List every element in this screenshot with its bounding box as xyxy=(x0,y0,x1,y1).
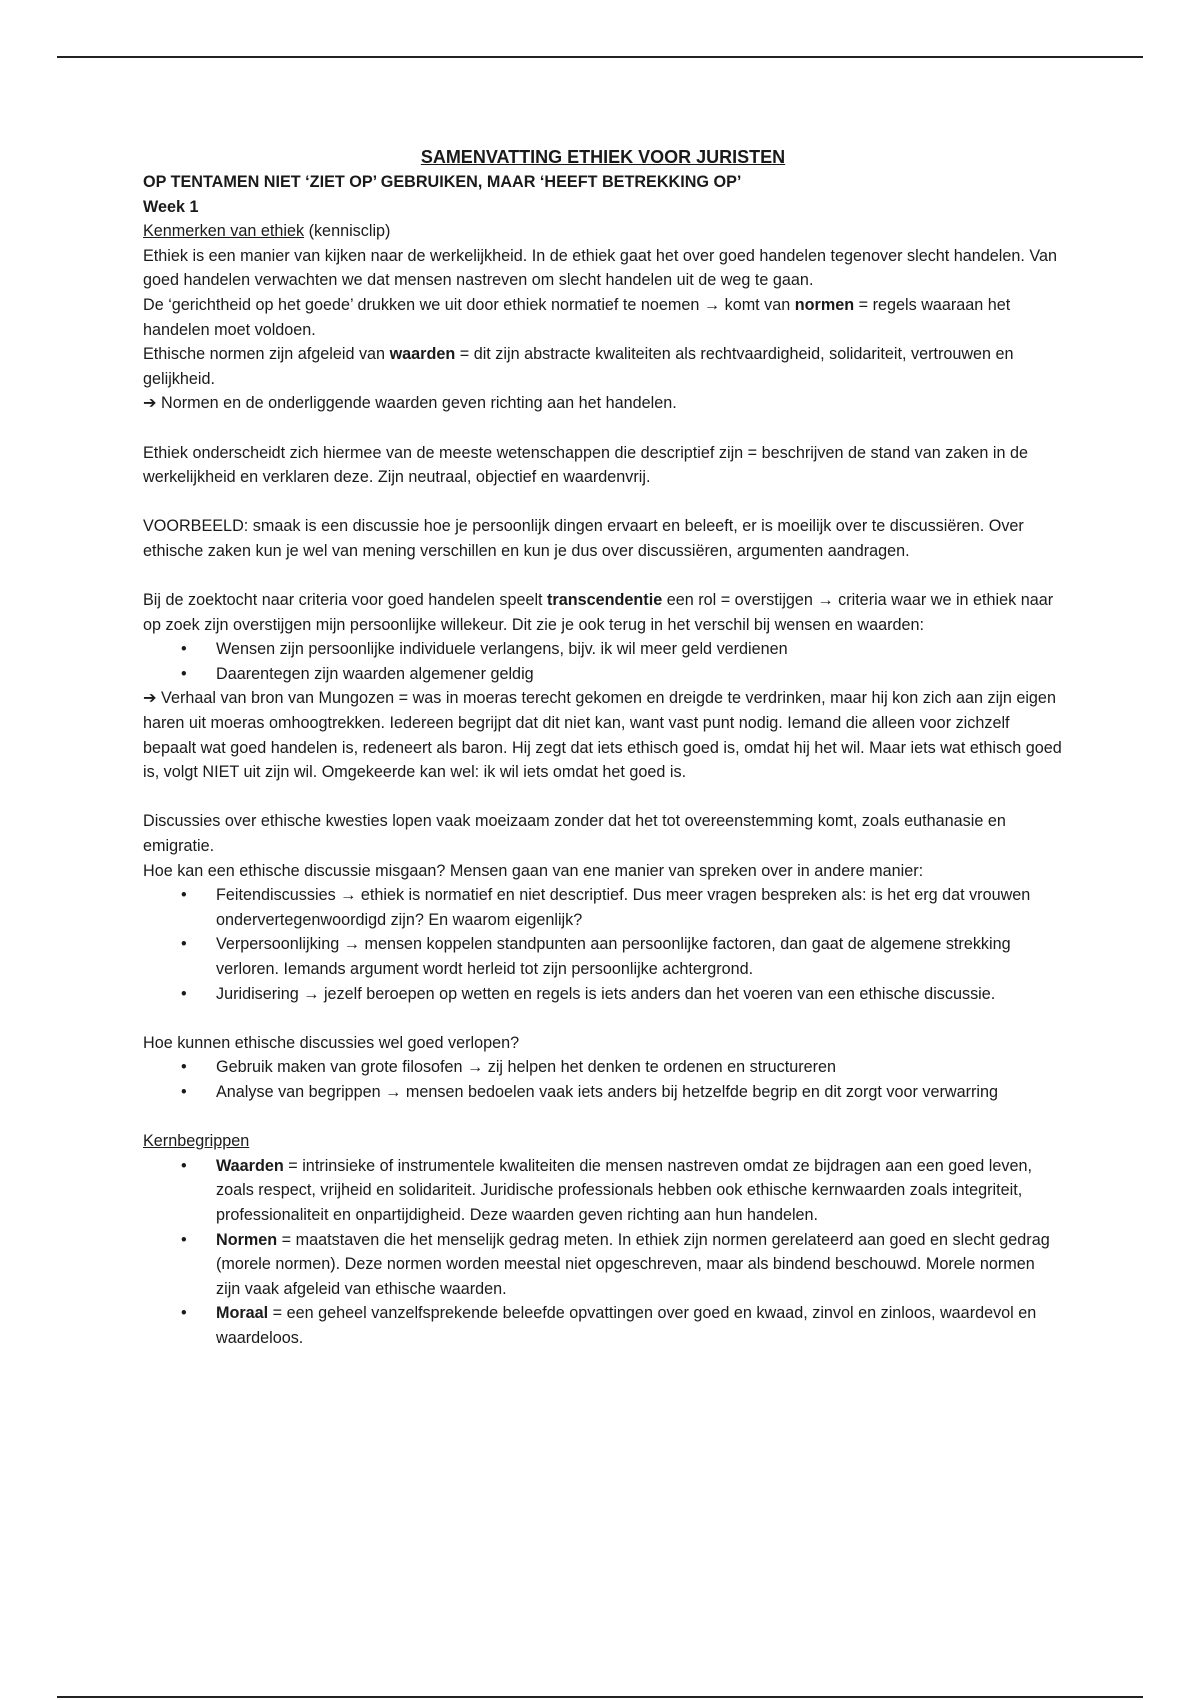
footer-rule xyxy=(57,1696,1143,1698)
definition-term: Waarden xyxy=(216,1156,284,1175)
spacer xyxy=(143,785,1063,810)
term-waarden: waarden xyxy=(389,345,456,364)
spacer xyxy=(143,416,1063,441)
document-body xyxy=(143,144,1063,1351)
definition-item xyxy=(143,1154,1063,1228)
section-heading-kernbegrippen: Kernbegrippen xyxy=(143,1132,250,1151)
spacer xyxy=(143,1105,1063,1130)
bullet-list xyxy=(143,883,1063,1006)
section-heading-kenmerken xyxy=(143,219,1063,244)
list-item: • Juridisering → jezelf beroepen op wetten en regels is iets anders dan het voeren van een ethische discussie. xyxy=(143,982,1063,1007)
bullet-list xyxy=(143,637,1063,686)
document-title: SAMENVATTING ETHIEK VOOR JURISTEN xyxy=(420,147,786,167)
paragraph xyxy=(143,293,1063,342)
spacer xyxy=(143,564,1063,589)
bullet-list xyxy=(143,1055,1063,1104)
list-item: • Daarentegen zijn waarden algemener geldig xyxy=(143,662,1063,687)
list-item: • Feitendiscussies → ethiek is normatief en niet descriptief. Dus meer vragen bespreken als: is het erg dat vrouwen ondervertegenwoordigd zijn? En waarom eigenlijk? xyxy=(143,883,1063,932)
exam-instruction: OP TENTAMEN NIET ‘ZIET OP’ GEBRUIKEN, MAAR ‘HEEFT BETREKKING OP’ xyxy=(143,173,742,191)
list-item: • Wensen zijn persoonlijke individuele verlangens, bijv. ik wil meer geld verdienen xyxy=(143,637,1063,662)
paragraph: VOORBEELD: smaak is een discussie hoe je persoonlijk dingen ervaart en beleeft, er is moeilijk over te discussiëren. Over ethische zaken kun je wel van mening verschillen en kun je dus over discussiëren, argumenten aandragen. xyxy=(143,517,1024,560)
term-normen: normen xyxy=(794,295,855,314)
definition-term: Normen xyxy=(216,1230,278,1249)
paragraph: ➔ Normen en de onderliggende waarden geven richting aan het handelen. xyxy=(143,394,677,413)
section-heading-kenmerken-note: (kennisclip) xyxy=(304,222,391,241)
definition-text: = een geheel vanzelfsprekende beleefde opvattingen over goed en kwaad, zinvol en zinloos, waardevol en waardeloos. xyxy=(216,1304,1037,1347)
paragraph xyxy=(143,342,1063,391)
paragraph: Ethiek onderscheidt zich hiermee van de meeste wetenschappen die descriptief zijn = beschrijven de stand van zaken in de werkelijkheid en verklaren deze. Zijn neutraal, objectief en waardenvrij. xyxy=(143,443,1028,487)
text-run: De ‘gerichtheid op het goede’ drukken we uit door ethiek normatief te noemen → komt van xyxy=(143,295,795,314)
term-transcendentie: transcendentie xyxy=(547,591,663,610)
text-run: = regels waaraan het handelen moet voldoen. xyxy=(143,295,1011,339)
definition-term: Moraal xyxy=(216,1304,269,1323)
paragraph: Hoe kunnen ethische discussies wel goed verlopen? xyxy=(143,1033,520,1052)
paragraph: Hoe kan een ethische discussie misgaan? Mensen gaan van ene manier van spreken over in andere manier: xyxy=(143,861,924,880)
list-item: • Analyse van begrippen → mensen bedoelen vaak iets anders bij hetzelfde begrip en dit zorgt voor verwarring xyxy=(143,1080,1063,1105)
definition-list xyxy=(143,1154,1063,1351)
paragraph: Ethiek is een manier van kijken naar de werkelijkheid. In de ethiek gaat het over goed handelen tegenover slecht handelen. Van goed handelen verwachten we dat mensen nastreven om slecht handelen uit de weg te gaan. xyxy=(143,246,1057,290)
text-run: Bij de zoektocht naar criteria voor goed handelen speelt xyxy=(143,591,548,610)
section-heading-kenmerken-title: Kenmerken van ethiek xyxy=(143,222,305,241)
text-run: = dit zijn abstracte kwaliteiten als rechtvaardigheid, solidariteit, vertrouwen en gelijkheid. xyxy=(143,345,1014,388)
spacer xyxy=(143,490,1063,515)
list-item: • Gebruik maken van grote filosofen → zij helpen het denken te ordenen en structureren xyxy=(143,1055,1063,1080)
spacer xyxy=(143,1006,1063,1031)
text-run: Ethische normen zijn afgeleid van xyxy=(143,345,390,364)
text-run: een rol = overstijgen → criteria waar we in ethiek naar op zoek zijn overstijgen mijn persoonlijke willekeur. Dit zie je ook terug in het verschil bij wensen en waarden: xyxy=(143,591,1054,634)
definition-item xyxy=(143,1301,1063,1350)
week-heading: Week 1 xyxy=(143,197,199,216)
paragraph xyxy=(143,588,1063,637)
paragraph: Discussies over ethische kwesties lopen vaak moeizaam zonder dat het tot overeenstemming komt, zoals euthanasie en emigratie. xyxy=(143,812,1006,856)
definition-item xyxy=(143,1228,1063,1302)
header-rule xyxy=(57,56,1143,58)
definition-text: = maatstaven die het menselijk gedrag meten. In ethiek zijn normen gerelateerd aan goed en slecht gedrag (morele normen). Deze normen worden meestal niet opgeschreven, maar als bindend beschouwd. Morele normen zijn vaak afgeleid van ethische waarden. xyxy=(216,1230,1050,1298)
list-item: • Verpersoonlijking → mensen koppelen standpunten aan persoonlijke factoren, dan gaat de algemene strekking verloren. Iemands argument wordt herleid tot zijn persoonlijke achtergrond. xyxy=(143,932,1063,981)
definition-text: = intrinsieke of instrumentele kwaliteiten die mensen nastreven omdat ze bijdragen aan een goed leven, zoals respect, vrijheid en solidariteit. Juridische professionals hebben ook ethische kernwaarden zoals integriteit, professionaliteit en onpartijdigheid. Deze waarden geven richting aan hun handelen. xyxy=(216,1156,1032,1224)
paragraph: ➔ Verhaal van bron van Mungozen = was in moeras terecht gekomen en dreigde te verdrinken, maar hij kon zich aan zijn eigen haren uit moeras omhoogtrekken. Iedereen begrijpt dat dit niet kan, want vast punt nodig. Iemand die alleen voor zichzelf bepaalt wat goed handelen is, redeneert als baron. Hij zegt dat iets ethisch goed is, omdat hij het wil. Maar iets wat ethisch goed is, volgt NIET uit zijn wil. Omgekeerde kan wel: ik wil iets omdat het goed is. xyxy=(143,689,1062,782)
